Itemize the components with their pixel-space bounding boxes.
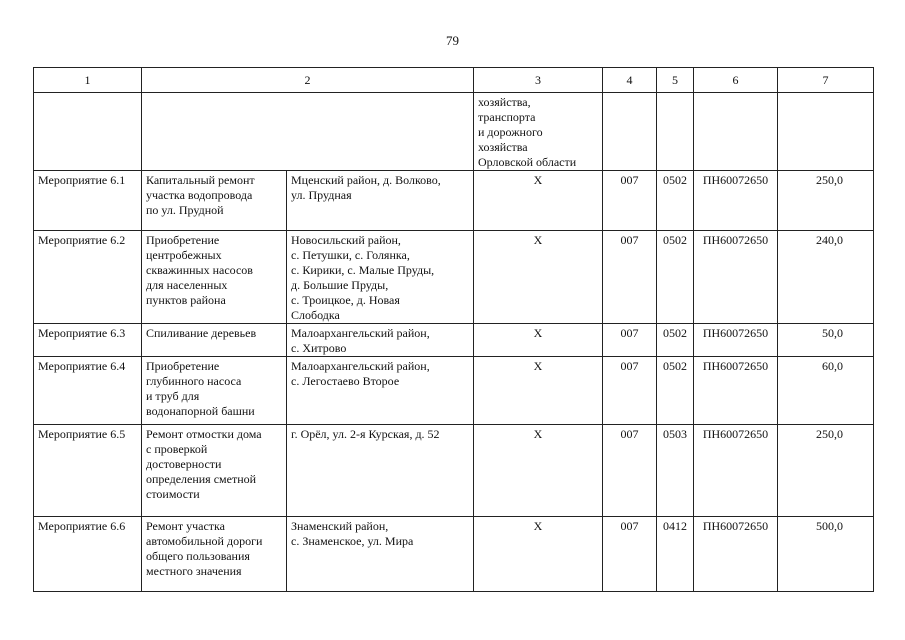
table-row — [34, 425, 874, 517]
budget-table — [33, 67, 874, 592]
code-4-cell: 007 — [603, 324, 657, 357]
measure-cell: Мероприятие 6.3 — [34, 324, 142, 357]
code-6-cell: ПН60072650 — [694, 517, 778, 592]
executor-cell: Х — [474, 324, 603, 357]
header-cell-5: 5 — [657, 68, 694, 93]
header-cell-4: 4 — [603, 68, 657, 93]
code-6-cell: ПН60072650 — [694, 324, 778, 357]
code-5-cell: 0502 — [657, 231, 694, 324]
code-5-cell: 0502 — [657, 171, 694, 231]
amount-cell: 500,0 — [778, 517, 874, 592]
location-cell: Новосильский район, с. Петушки, с. Голянка, с. Кирики, с. Малые Пруды, д. Большие Пруды, с. Троицкое, д. Новая Слободка — [287, 231, 474, 324]
executor-cell: Х — [474, 517, 603, 592]
description-cell: Капитальный ремонт участка водопровода по ул. Прудной — [142, 171, 287, 231]
header-cell-7: 7 — [778, 68, 874, 93]
executor-cell: Х — [474, 425, 603, 517]
table-row — [34, 517, 874, 592]
code-5-cell: 0502 — [657, 324, 694, 357]
location-cell: Мценский район, д. Волково, ул. Прудная — [287, 171, 474, 231]
code-4-cell: 007 — [603, 517, 657, 592]
code-6-cell: ПН60072650 — [694, 231, 778, 324]
header-cell-1: 1 — [34, 68, 142, 93]
table-row — [34, 324, 874, 357]
description-cell: Ремонт участка автомобильной дороги общего пользования местного значения — [142, 517, 287, 592]
code-6-cell: ПН60072650 — [694, 425, 778, 517]
location-cell: Малоархангельский район, с. Хитрово — [287, 324, 474, 357]
executor-cell: Х — [474, 171, 603, 231]
code-5-cell: 0412 — [657, 517, 694, 592]
table-row — [34, 231, 874, 324]
measure-cell: Мероприятие 6.5 — [34, 425, 142, 517]
table-row — [34, 171, 874, 231]
code-5-cell: 0502 — [657, 357, 694, 425]
executor-cell: Х — [474, 357, 603, 425]
continuation-row — [34, 93, 874, 171]
continuation-text: хозяйства, транспорта и дорожного хозяйства Орловской области — [474, 93, 603, 171]
header-cell-3: 3 — [474, 68, 603, 93]
location-cell: Знаменский район, с. Знаменское, ул. Мира — [287, 517, 474, 592]
code-6-cell: ПН60072650 — [694, 171, 778, 231]
amount-cell: 50,0 — [778, 324, 874, 357]
header-cell-6: 6 — [694, 68, 778, 93]
location-cell: г. Орёл, ул. 2-я Курская, д. 52 — [287, 425, 474, 517]
amount-cell: 250,0 — [778, 425, 874, 517]
table-row — [34, 357, 874, 425]
description-cell: Спиливание деревьев — [142, 324, 287, 357]
measure-cell: Мероприятие 6.4 — [34, 357, 142, 425]
measure-cell: Мероприятие 6.6 — [34, 517, 142, 592]
amount-cell: 240,0 — [778, 231, 874, 324]
code-5-cell: 0503 — [657, 425, 694, 517]
measure-cell: Мероприятие 6.2 — [34, 231, 142, 324]
description-cell: Приобретение центробежных скважинных насосов для населенных пунктов района — [142, 231, 287, 324]
code-4-cell: 007 — [603, 357, 657, 425]
amount-cell: 250,0 — [778, 171, 874, 231]
page-number: 79 — [446, 33, 459, 48]
executor-cell: Х — [474, 231, 603, 324]
code-4-cell: 007 — [603, 425, 657, 517]
measure-cell: Мероприятие 6.1 — [34, 171, 142, 231]
location-cell: Малоархангельский район, с. Легостаево Второе — [287, 357, 474, 425]
description-cell: Ремонт отмостки дома с проверкой достоверности определения сметной стоимости — [142, 425, 287, 517]
amount-cell: 60,0 — [778, 357, 874, 425]
code-6-cell: ПН60072650 — [694, 357, 778, 425]
code-4-cell: 007 — [603, 231, 657, 324]
description-cell: Приобретение глубинного насоса и труб для водонапорной башни — [142, 357, 287, 425]
code-4-cell: 007 — [603, 171, 657, 231]
header-row — [34, 68, 874, 93]
header-cell-2: 2 — [142, 68, 474, 93]
